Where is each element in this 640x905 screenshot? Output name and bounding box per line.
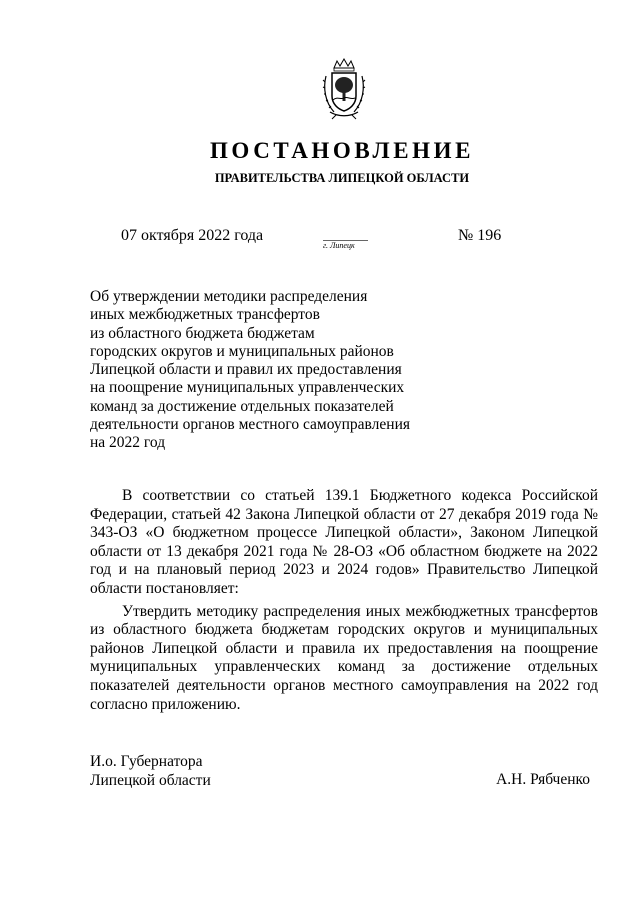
document-number: № 196 xyxy=(458,227,502,244)
document-type: ПОСТАНОВЛЕНИЕ xyxy=(209,138,475,163)
subject-line: Об утверждении методики распределения xyxy=(90,288,368,305)
document-body xyxy=(90,487,598,714)
coat-of-arms-icon xyxy=(322,58,366,120)
subject-line: на 2022 год xyxy=(90,434,166,452)
document-subject xyxy=(90,288,420,453)
signatory-title xyxy=(90,753,211,790)
document-place: г. Липецк xyxy=(323,240,368,250)
signatory-title-line: Липецкой области xyxy=(90,771,211,789)
issuing-authority: ПРАВИТЕЛЬСТВА ЛИПЕЦКОЙ ОБЛАСТИ xyxy=(214,171,470,185)
subject-line: городских округов и муниципальных районов xyxy=(90,342,394,360)
signatory-title-line: И.о. Губернатора xyxy=(90,753,203,770)
document-date: 07 октября 2022 года xyxy=(121,227,264,244)
subject-line: деятельности органов местного самоуправления xyxy=(90,416,410,434)
subject-line: Липецкой области и правил их предоставления xyxy=(90,361,402,379)
preamble-paragraph: В соответствии со статьей 139.1 Бюджетного кодекса Российской Федерации, статьей 42 Закона Липецкой области от 27 декабря 2019 года № 343-ОЗ «О бюджетном процессе Липецкой области», Законом Липецкой области от 13 декабря 2021 года № 28-ОЗ «Об областном бюджете на 2022 год и на плановый период 2023 и 2024 годов» Правительство Липецкой области постановляет: xyxy=(90,487,598,597)
signatory-name: А.Н. Рябченко xyxy=(496,771,590,788)
resolution-paragraph: Утвердить методику распределения иных межбюджетных трансфертов из областного бюджета бюджетам городских округов и муниципальных районов Липецкой области и правила их предоставления на поощрение муниципальных управленческих команд за достижение отдельных показателей деятельности органов местного самоуправления на 2022 год согласно приложению. xyxy=(90,602,598,713)
subject-line: на поощрение муниципальных управленческих xyxy=(90,379,405,397)
subject-line: команд за достижение отдельных показателей xyxy=(90,397,394,415)
subject-line: из областного бюджета бюджетам xyxy=(90,324,315,342)
subject-line: иных межбюджетных трансфертов xyxy=(90,306,320,324)
